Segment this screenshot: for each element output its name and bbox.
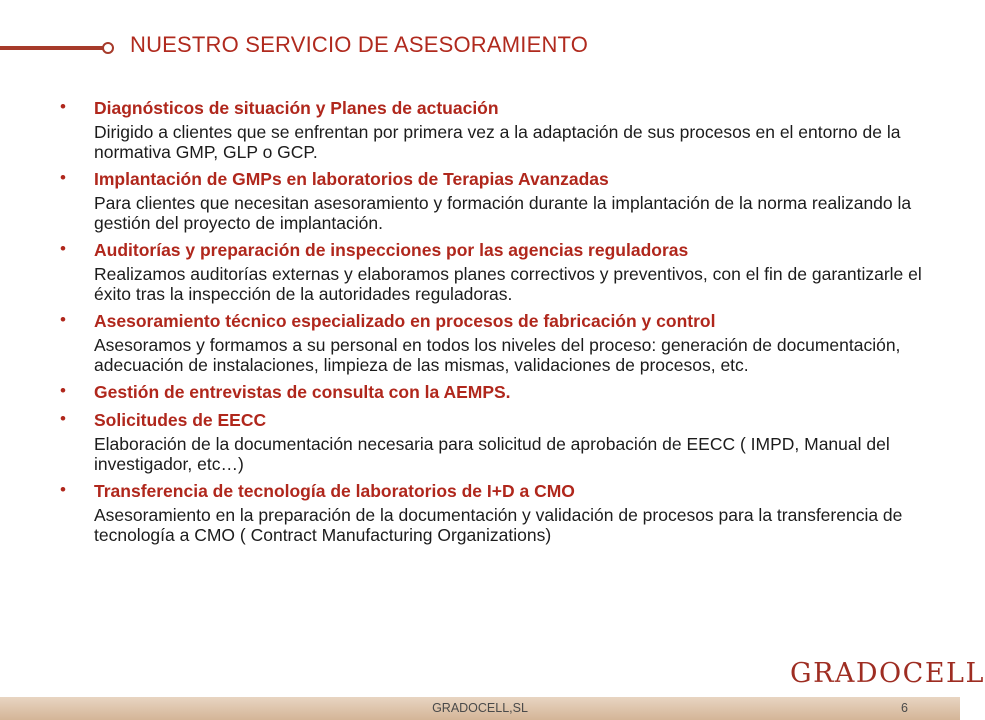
list-item <box>60 381 930 403</box>
page-title: NUESTRO SERVICIO DE ASESORAMIENTO <box>130 32 589 57</box>
service-heading: Gestión de entrevistas de consulta con la AEMPS. <box>94 382 511 402</box>
bullet-point: • <box>60 409 66 428</box>
service-description: Realizamos auditorías externas y elaboramos planes correctivos y preventivos, con el fin de garantizarle el éxito tras la inspección de la autoridades reguladoras. <box>94 264 922 304</box>
bullet-point: • <box>60 239 66 258</box>
service-list <box>60 97 930 545</box>
list-item <box>60 409 930 474</box>
bullet-point: • <box>60 168 66 187</box>
list-item <box>60 168 930 233</box>
gradocell-logo: GRADOCELL <box>790 658 985 689</box>
service-heading: Solicitudes de EECC <box>94 410 267 430</box>
bullet-point: • <box>60 381 66 400</box>
service-heading: Asesoramiento técnico especializado en procesos de fabricación y control <box>94 311 716 331</box>
list-item <box>60 239 930 304</box>
bullet-point: • <box>60 480 66 499</box>
title-decorative-rule <box>0 46 104 50</box>
service-heading: Implantación de GMPs en laboratorios de Terapias Avanzadas <box>94 169 609 189</box>
footer-company: GRADOCELL,SL <box>432 701 528 715</box>
service-heading: Auditorías y preparación de inspecciones por las agencias reguladoras <box>94 240 689 260</box>
service-description: Elaboración de la documentación necesaria para solicitud de aprobación de EECC ( IMPD, Manual del investigador, etc…) <box>94 434 890 474</box>
service-description: Para clientes que necesitan asesoramiento y formación durante la implantación de la norma realizando la gestión del proyecto de implantación. <box>94 193 912 233</box>
list-item <box>60 97 930 162</box>
list-item <box>60 310 930 375</box>
service-description: Asesoramiento en la preparación de la documentación y validación de procesos para la transferencia de tecnología a CMO ( Contract Manufacturing Organizations) <box>94 505 903 545</box>
bullet-point: • <box>60 310 66 329</box>
service-heading: Transferencia de tecnología de laboratorios de I+D a CMO <box>94 481 575 501</box>
list-item <box>60 480 930 545</box>
service-description: Asesoramos y formamos a su personal en todos los niveles del proceso: generación de documentación, adecuación de instalaciones, limpieza de las mismas, validaciones de procesos, etc. <box>94 335 901 375</box>
title-decorative-dot <box>102 42 114 54</box>
bullet-point: • <box>60 97 66 116</box>
service-description: Dirigido a clientes que se enfrentan por primera vez a la adaptación de sus procesos en el entorno de la normativa GMP, GLP o GCP. <box>94 122 901 162</box>
page-number: 6 <box>901 701 908 715</box>
service-heading: Diagnósticos de situación y Planes de actuación <box>94 98 499 118</box>
